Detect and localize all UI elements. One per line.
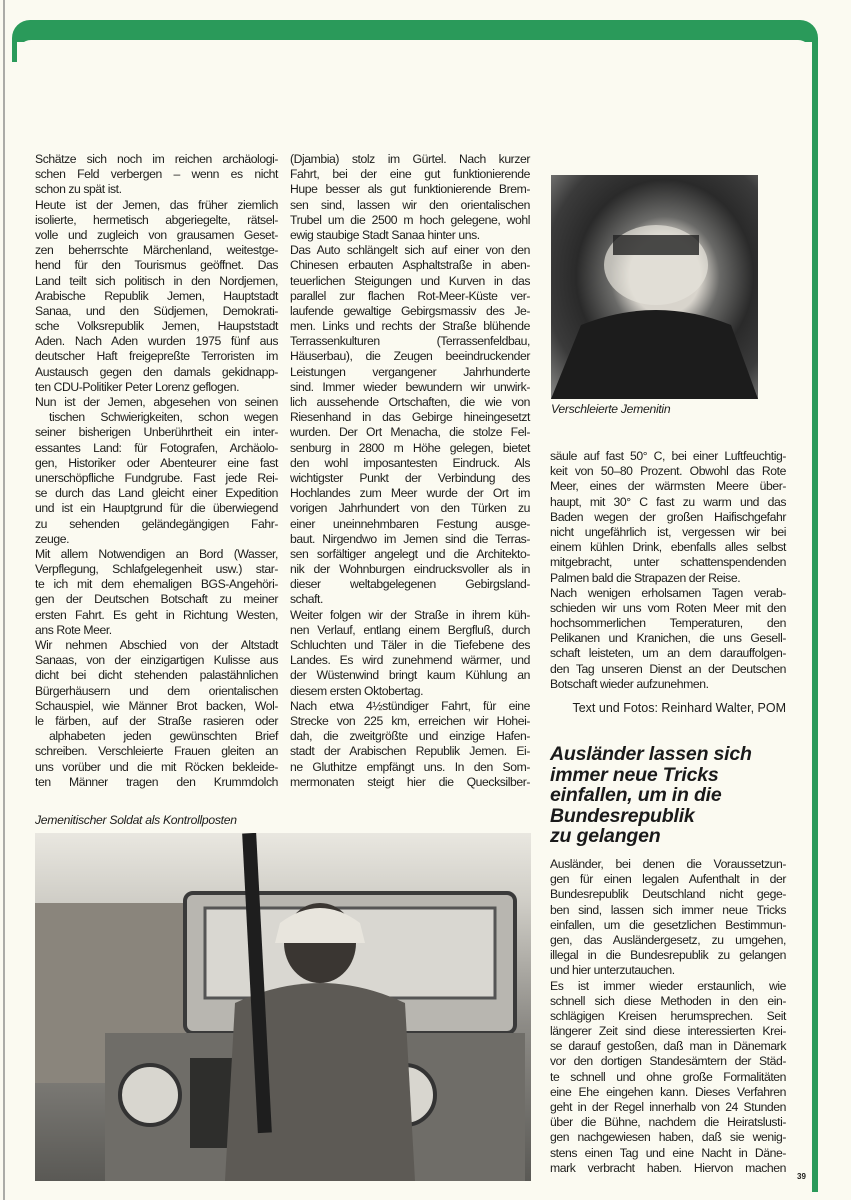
veiled-woman-illustration: [551, 175, 758, 399]
text-line: parallel zur flachen Rot-Meer-Küste ver-: [290, 288, 530, 303]
text-line: ersten Fahrt. Es geht in Richtung Westen,: [35, 607, 278, 622]
text-line: über die Bühne, nachdem die Heiratslusti-: [550, 1115, 786, 1130]
text-line: unerschöpfliche Fundgrube. Fast jede Rei-: [35, 470, 278, 485]
text-line: essantes Land: für Fotografen, Archäolo-: [35, 440, 278, 455]
photo-soldier-checkpoint: [35, 833, 531, 1181]
text-line: schnell sich diese Methoden in den ein-: [550, 993, 786, 1008]
text-line: gen nachgewiesen haben, daß sie wenig-: [550, 1130, 786, 1145]
text-line: Das Auto schlängelt sich auf einer von den: [290, 243, 530, 258]
text-line: nicht ungefährlich ist, vergessen wir bei: [550, 524, 786, 539]
text-line: Aden. Nach Aden wurden 1975 fünf aus: [35, 334, 278, 349]
text-line: Nach etwa 4½stündiger Fahrt, für eine: [290, 698, 530, 713]
second-article-body: [550, 857, 786, 1176]
text-line: schaft.: [290, 592, 323, 607]
frame-inner: [17, 40, 812, 80]
text-line: Es ist immer wieder erstaunlich, wie: [550, 978, 786, 993]
text-line: wichtigster Punkt der Verbindung des: [290, 470, 530, 485]
text-line: eine Ehe eingehen kann. Dieses Verfahren: [550, 1084, 786, 1099]
text-line: und ist ein Hauptgrund für die überwiegend: [35, 501, 278, 516]
text-line: Arabische Republik Jemen, Hauptstadt: [35, 288, 278, 303]
text-line: Heute ist der Jemen, das früher ziemlich: [35, 197, 278, 212]
headline-line: einfallen, um in die: [550, 784, 722, 806]
soldier-jeep-illustration: [35, 833, 531, 1181]
text-line: illegal in die Bundesrepublik zu gelangen: [550, 948, 786, 963]
text-line: Pelikanen und Kranichen, die uns Gesell-: [550, 631, 786, 646]
text-line: wurden. Der Ort Menacha, die stolze Fel-: [290, 425, 530, 440]
text-line: sen sind, lassen wir den orientalischen: [290, 197, 530, 212]
green-frame-right: [812, 40, 818, 1192]
text-line: alphabeten jeden gewünschten Brief: [49, 729, 278, 744]
text-line: Baden wegen der großen Haifischgefahr: [550, 509, 786, 524]
text-line: teuerlichen Steigungen und Kurven in das: [290, 273, 530, 288]
text-line: vor den dortigen Standesämtern der Städ-: [550, 1054, 786, 1069]
text-line: Bürgerhäusern und dem orientalischen: [35, 683, 278, 698]
headline-line: Bundesrepublik: [550, 804, 695, 827]
text-line: ewig staubige Stadt Sanaa hinter uns.: [290, 227, 480, 242]
text-line: gen, Historiker oder Abenteurer eine fast: [35, 455, 278, 470]
text-line: ben sind, lassen sich immer neue Tricks: [550, 902, 786, 917]
text-line: der Wüstenwind bringt kaum Kühlung an: [290, 668, 530, 683]
text-line: zu sehenden geländegängigen Fahr-: [35, 516, 278, 531]
text-line: ans Rote Meer.: [35, 622, 112, 637]
text-line: gen für einen legalen Aufenthalt in der: [550, 872, 786, 887]
text-line: Schauspiel, wie Männer Brot backen, Wol-: [35, 698, 278, 713]
text-line: (Djambia) stolz im Gürtel. Nach kurzer: [290, 152, 530, 166]
text-line: ne Gluthitze empfängt uns. In den Som-: [290, 759, 530, 774]
text-line: deutscher Haft freigepreßte Terroristen im: [35, 349, 278, 364]
text-line: mark verbracht haben. Hiervon machen: [550, 1160, 786, 1175]
article-column-3: [550, 449, 786, 692]
text-line: schen Feld verbergen – wenn es nicht: [35, 167, 278, 182]
text-line: vorigen Jahrhundert von den Türken zu: [290, 501, 530, 516]
text-line: stens einen Tag und eine Nacht in Däne-: [550, 1145, 786, 1160]
text-line: dieser weltabgelegenen Gebirgsland-: [290, 577, 530, 592]
photo-veiled-woman: [551, 175, 758, 399]
text-line: schlägigen Kreisen herumsprechen. Seit: [550, 1008, 786, 1023]
text-line: se darauf gestoßen, daß man in Dänemark: [550, 1039, 786, 1054]
text-line: Schluchten und Täler in die Tiefebene des: [290, 638, 530, 652]
text-line: men. Links und rechts der Straße blühende: [290, 319, 530, 334]
text-line: und hier unterzutauchen.: [550, 963, 675, 978]
text-line: haupt, mit 30° C fast zu warm und das: [550, 494, 786, 509]
headline-line: immer neue Tricks: [550, 763, 719, 786]
text-line: säule auf fast 50° C, bei einer Luftfeuchtig-: [550, 449, 786, 463]
caption-soldier: Jemenitischer Soldat als Kontrollposten: [35, 813, 237, 827]
text-line: Trubel um die 2500 m hoch gelegene, wohl: [290, 212, 530, 227]
text-line: le färben, auf der Straße rasieren oder: [35, 713, 278, 728]
text-line: Terrassenkulturen (Terrassenfeldbau,: [290, 334, 530, 349]
text-line: isolierte, hermetisch abgeriegelte, rätsel-: [35, 212, 278, 227]
green-frame-top: [12, 20, 818, 42]
text-line: lich aussehende Ortschaften, die wie von: [290, 395, 530, 409]
text-line: Riesenhand in das Gebirge hineingesetzt: [290, 410, 530, 425]
text-line: Landes. Es wird zunehmend wärmer, und: [290, 653, 530, 668]
caption-veiled-woman: Verschleierte Jemenitin: [551, 402, 671, 416]
text-line: einfallen, um die gesetzlichen Bestimmun-: [550, 917, 786, 932]
text-line: Leistungen vergangener Jahrhunderte: [290, 364, 530, 379]
text-line: Meer, eines der wärmsten Meere über-: [550, 479, 786, 494]
text-line: geht in der Regel innerhalb von 24 Stunden: [550, 1100, 786, 1114]
text-line: längerer Zeit sind diese interessierten Krei-: [550, 1024, 786, 1039]
text-line: te schnell und ohne große Formalitäten: [550, 1069, 786, 1084]
text-line: baut. Nirgendwo im Jemen sind die Terras-: [290, 531, 530, 546]
second-article-headline: [550, 744, 790, 847]
text-line: schreiben. Verschleierte Frauen gleiten an: [35, 744, 278, 759]
text-line: Land teilt sich politisch in den Nordjemen,: [35, 273, 278, 288]
text-line: Hochlandes zum Meer wurde der Ort im: [290, 486, 530, 501]
page-edge: [3, 0, 5, 1200]
text-line: den Tag unseren Dienst an der Deutschen: [550, 661, 786, 676]
text-line: dicht bei dicht stehenden palastähnlichen: [35, 668, 278, 683]
text-line: Botschaft wieder aufzunehmen.: [550, 676, 709, 691]
text-line: tischen Schwierigkeiten, schon wegen: [49, 410, 278, 425]
text-line: sche Volksrepublik Jemen, Haupststadt: [35, 319, 278, 334]
headline-line: zu gelangen: [550, 825, 661, 847]
text-line: nik der Wohnburgen eindrucksvoller als in: [290, 562, 530, 577]
text-line: Weiter folgen wir der Straße in ihrem küh-: [290, 607, 530, 622]
text-line: hend für den Tourismus geöffnet. Das: [35, 258, 278, 273]
text-line: schon zu spät ist.: [35, 182, 122, 197]
text-line: Bundesrepublik Deutschland nicht gege-: [550, 887, 786, 902]
text-line: Wir nehmen Abschied von der Altstadt: [35, 638, 278, 652]
article-column-2: [290, 152, 530, 790]
article-column-1: [35, 152, 278, 790]
text-line: Sanaa, und den Südjemen, Demokrati-: [35, 303, 278, 318]
text-line: ten CDU-Politiker Peter Lorenz geflogen.: [35, 379, 240, 394]
text-line: sen sorfältiger angelegt und die Architekto-: [290, 546, 530, 561]
text-line: seiner bisherigen Unberührtheit ein inter-: [35, 425, 278, 440]
text-line: den wohl imposantesten Eindruck. Als: [290, 455, 530, 470]
text-line: Austausch gegen den damals gekidnapp-: [35, 364, 278, 379]
text-line: Nach wenigen erholsamen Tagen verab-: [550, 585, 786, 600]
text-line: se durch das Land gleicht einer Expedition: [35, 486, 278, 501]
text-line: gen, das Ausländergesetz, zu umgehen,: [550, 932, 786, 947]
text-line: senburg in 2800 m Höhe gelegen, bietet: [290, 440, 530, 455]
text-line: uns vorüber und die mit Röcken bekleide-: [35, 759, 278, 774]
text-line: schaft leisteten, um an dem darauffolgen-: [550, 646, 786, 661]
text-line: stadt der Arabischen Republik Jemen. Ei-: [290, 744, 530, 759]
text-line: nen Verlauf, entlang einem Bergfluß, durch: [290, 622, 530, 637]
text-line: Verpflegung, Schlafgelegenheit usw.) star-: [35, 562, 278, 577]
text-line: einem kühlen Drink, ebenfalls alles selbst: [550, 540, 786, 555]
text-line: te ich mit dem ehemaligen BGS-Angehöri-: [35, 577, 278, 592]
text-line: einer uneinnehmbaren Festung ausge-: [290, 516, 530, 531]
text-line: Palmen bald die Strapazen der Reise.: [550, 570, 741, 585]
text-line: zen beherrschte Märchenland, weitestge-: [35, 243, 278, 258]
text-line: Hupe besser als gut funktionierende Brem-: [290, 182, 530, 197]
text-line: Chinesen erbauten Asphaltstraße in aben-: [290, 258, 530, 273]
text-line: Ausländer, bei denen die Voraussetzun-: [550, 857, 786, 871]
text-line: keit von 50–80 Prozent. Obwohl das Rote: [550, 464, 786, 479]
text-line: mitgebracht, unter schattenspendenden: [550, 555, 786, 570]
page-number: 39: [797, 1172, 806, 1181]
text-line: volle und zugleich von grausamen Geset-: [35, 227, 278, 242]
text-line: zeuge.: [35, 531, 70, 546]
text-line: Fahrt, bei der eine gut funktionierende: [290, 167, 530, 182]
text-line: diesem ersten Oktobertag.: [290, 683, 424, 698]
text-line: laufende gewaltige Gebirgsmassiv des Je-: [290, 303, 530, 318]
text-line: ten Männer tragen den Krummdolch: [35, 774, 278, 789]
text-line: Mit allem Notwendigen an Bord (Wasser,: [35, 546, 278, 561]
text-line: schieden wir uns vom Roten Meer mit den: [550, 600, 786, 615]
text-line: hochsommerlichen Temperaturen, den: [550, 616, 786, 631]
article-credit: Text und Fotos: Reinhard Walter, POM: [572, 701, 786, 715]
text-line: dah, die zweitgrößte und einzige Hafen-: [290, 729, 530, 744]
text-line: sind. Immer wieder bewundern wir unwirk-: [290, 379, 530, 394]
text-line: mermonaten steigt hier die Quecksilber-: [290, 774, 530, 789]
text-line: gen der Deutschen Botschaft zu meiner: [35, 592, 278, 607]
text-line: Sanaas, von der einzigartigen Kulisse aus: [35, 653, 278, 668]
text-line: Nun ist der Jemen, abgesehen von seinen: [35, 395, 278, 409]
text-line: Schätze sich noch im reichen archäologi-: [35, 152, 278, 166]
text-line: Häuserbau), die Zeugen beeindruckender: [290, 349, 530, 364]
text-line: Strecke von 225 km, erreichen wir Hohei-: [290, 713, 530, 728]
headline-line: Ausländer lassen sich: [550, 743, 752, 765]
